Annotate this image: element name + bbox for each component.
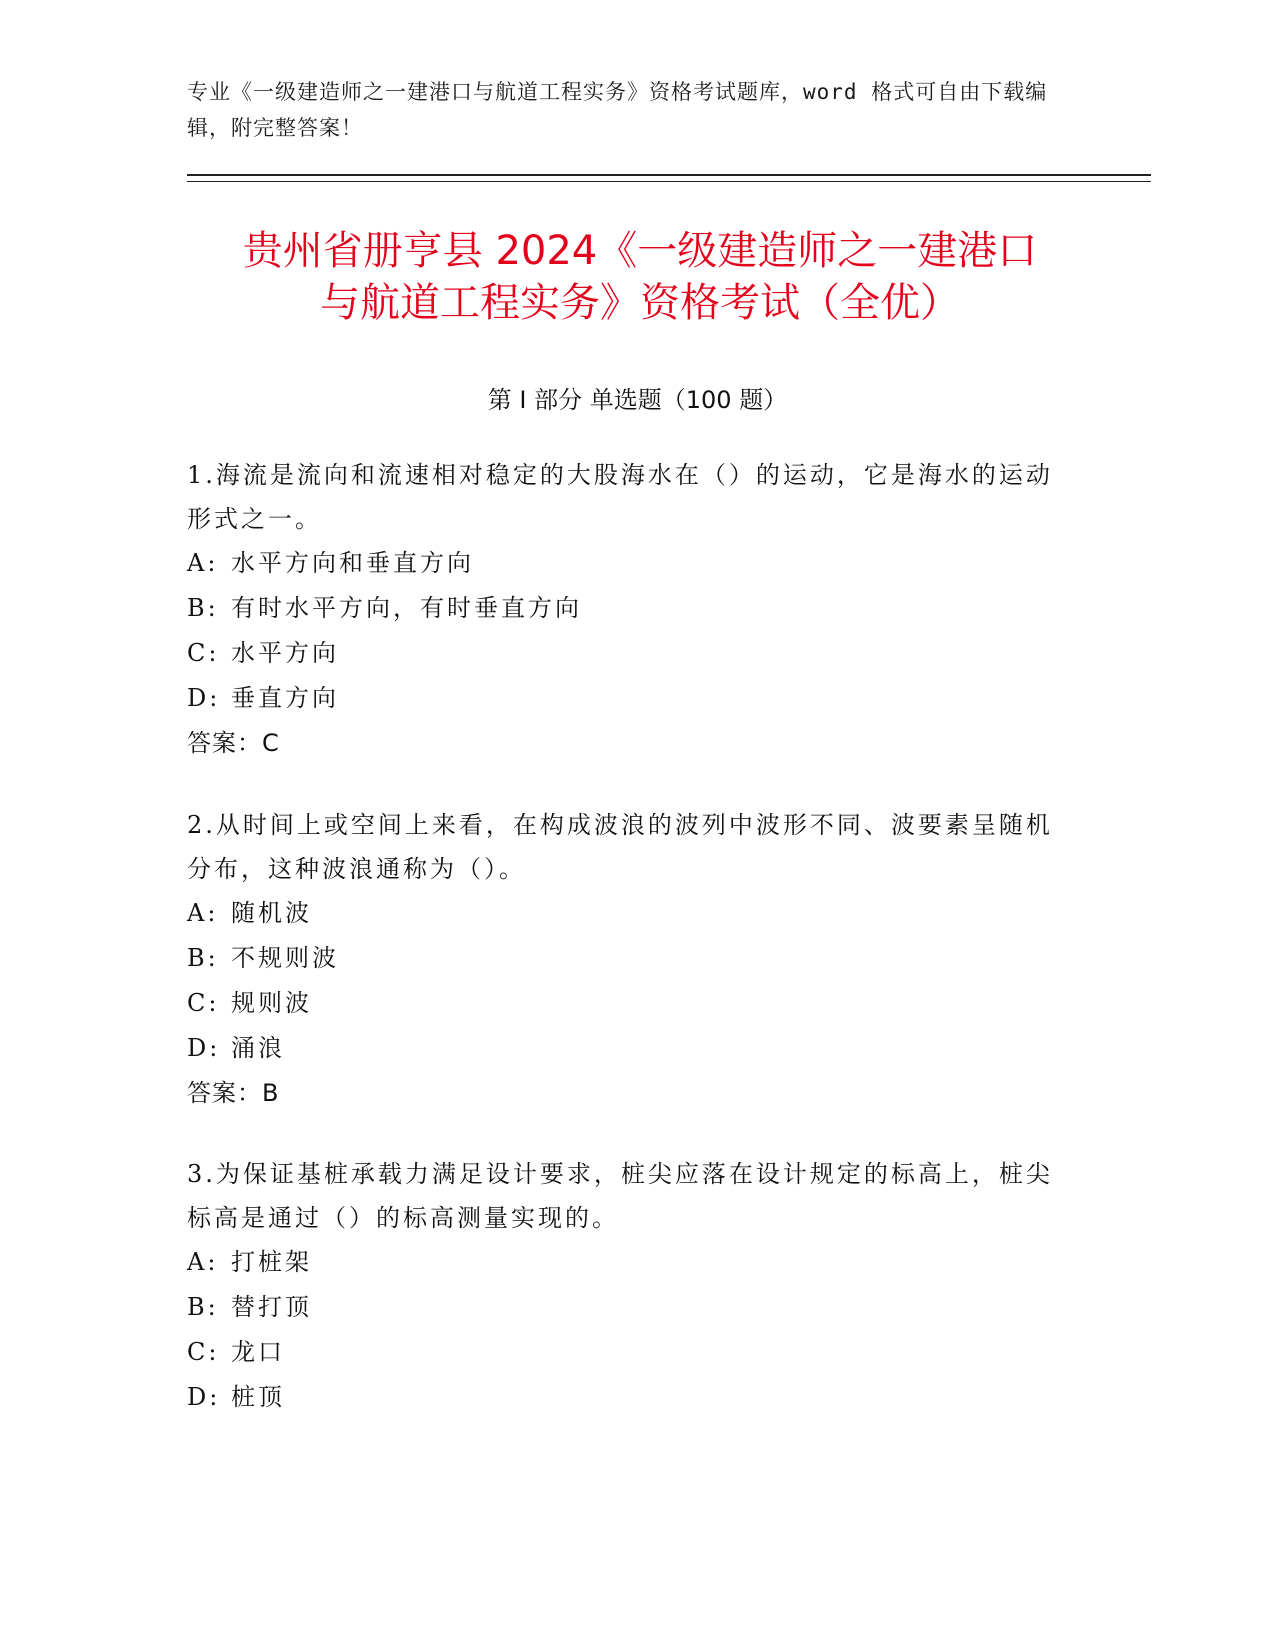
option-text: 不规则波	[231, 944, 339, 972]
header-note: 专业《一级建造师之一建港口与航道工程实务》资格考试题库，word 格式可自由下载编辑，附完整答案！	[187, 80, 1048, 140]
answer: 答案：B	[187, 1079, 280, 1107]
option-letter: A:	[187, 899, 219, 927]
option-letter: C:	[187, 1338, 220, 1366]
title-line-2: 与航道工程实务》资格考试（全优）	[320, 280, 960, 326]
option-b	[187, 586, 1067, 631]
option-c	[187, 981, 1067, 1026]
option-d	[187, 1026, 1067, 1071]
option-a	[187, 891, 1067, 936]
option-c	[187, 1330, 1067, 1375]
section-title: 第 I 部分 单选题（100 题）	[487, 386, 788, 414]
question-1	[187, 453, 1067, 766]
option-text: 水平方向和垂直方向	[231, 549, 474, 577]
option-text: 涌浪	[231, 1034, 285, 1062]
option-a	[187, 541, 1067, 586]
question-2	[187, 803, 1067, 1116]
option-text: 垂直方向	[231, 684, 339, 712]
option-letter: B:	[187, 944, 219, 972]
option-letter: A:	[187, 549, 219, 577]
header-rule-thin	[187, 181, 1151, 182]
option-letter: D:	[187, 684, 221, 712]
option-letter: D:	[187, 1034, 221, 1062]
title-line-1: 贵州省册亨县 2024《一级建造师之一建港口	[242, 228, 1038, 274]
question-stem: 1.海流是流向和流速相对稳定的大股海水在（）的运动，它是海水的运动形式之一。	[187, 461, 1053, 533]
option-letter: D:	[187, 1383, 221, 1411]
option-letter: B:	[187, 1293, 219, 1321]
question-3	[187, 1152, 1067, 1420]
question-stem: 2.从时间上或空间上来看，在构成波浪的波列中波形不同、波要素呈随机分布，这种波浪通称为（）。	[187, 811, 1053, 883]
option-d	[187, 676, 1067, 721]
option-d	[187, 1375, 1067, 1420]
document-title	[150, 225, 1130, 329]
option-b	[187, 936, 1067, 981]
option-letter: B:	[187, 594, 219, 622]
option-letter: C:	[187, 989, 220, 1017]
option-a	[187, 1240, 1067, 1285]
option-text: 规则波	[231, 989, 312, 1017]
option-text: 有时水平方向，有时垂直方向	[231, 594, 582, 622]
option-c	[187, 631, 1067, 676]
header-rule-thick	[187, 174, 1151, 176]
option-letter: C:	[187, 639, 220, 667]
option-letter: A:	[187, 1248, 219, 1276]
option-text: 打桩架	[231, 1248, 312, 1276]
option-text: 水平方向	[231, 639, 339, 667]
option-b	[187, 1285, 1067, 1330]
option-text: 随机波	[231, 899, 312, 927]
question-stem: 3.为保证基桩承载力满足设计要求，桩尖应落在设计规定的标高上，桩尖标高是通过（）的标高测量实现的。	[187, 1160, 1053, 1232]
option-text: 桩顶	[231, 1383, 285, 1411]
option-text: 替打顶	[231, 1293, 312, 1321]
option-text: 龙口	[231, 1338, 285, 1366]
answer: 答案：C	[187, 729, 280, 757]
